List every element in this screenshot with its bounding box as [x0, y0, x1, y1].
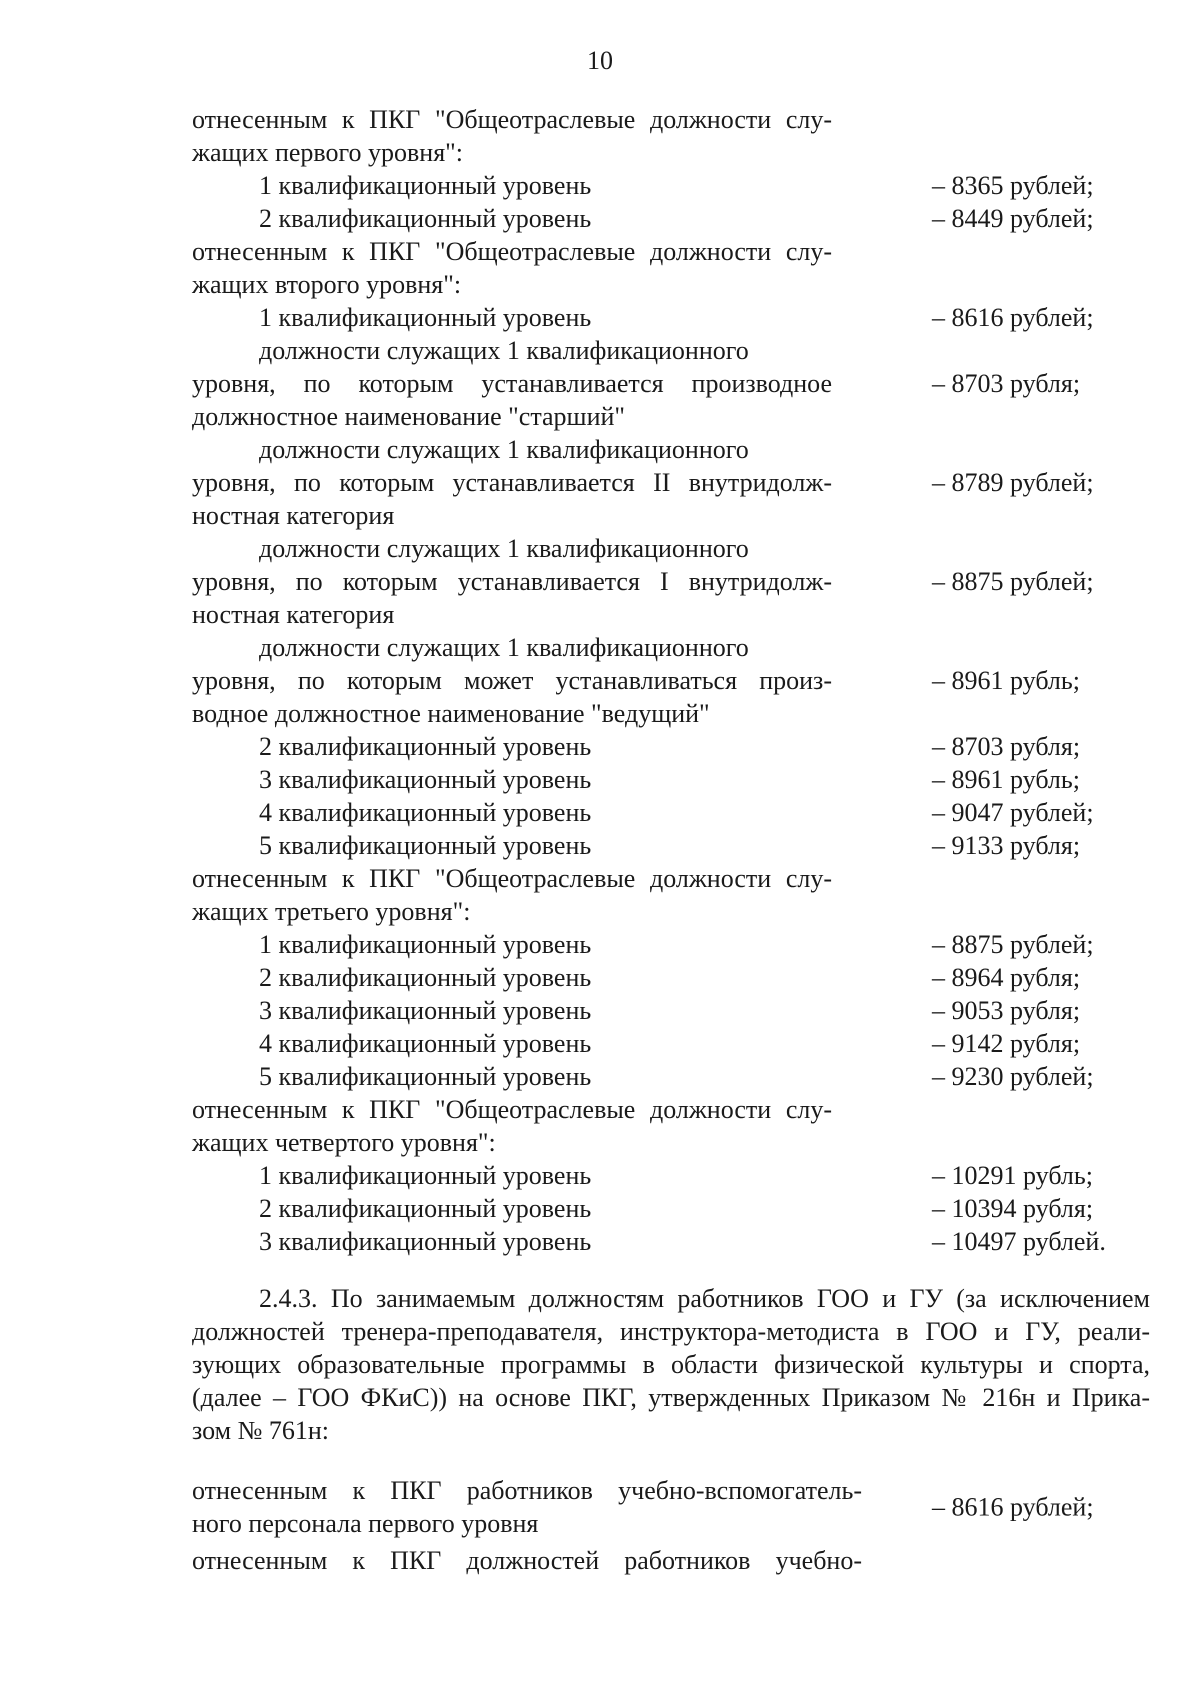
position-description — [192, 433, 832, 532]
table-row — [192, 202, 1132, 235]
table-row — [192, 631, 1132, 730]
salary-table-general-positions — [192, 103, 1132, 1258]
group-header — [192, 103, 832, 169]
level-label: 4 квалификационный уровень — [259, 1029, 592, 1058]
level-label: 1 квалификационный уровень — [259, 930, 592, 959]
table-row — [192, 433, 1132, 532]
page-number: 10 — [587, 46, 613, 75]
header-line: жащих первого уровня": — [192, 138, 463, 167]
description-line: уровня, по которым может устанавливаться произ- — [192, 666, 832, 695]
level-label: 5 квалификационный уровень — [259, 1062, 592, 1091]
table-row — [192, 862, 1132, 928]
salary-value: – 9230 рублей; — [932, 1062, 1094, 1091]
position-description — [192, 1544, 862, 1577]
salary-value: – 10497 рублей. — [932, 1227, 1106, 1256]
salary-value: – 8365 рублей; — [932, 171, 1094, 200]
salary-value: – 9053 рубля; — [932, 996, 1081, 1025]
paragraph-line: должностей тренера-преподавателя, инструктора-методиста в ГОО и ГУ, реали- — [192, 1317, 1150, 1346]
description-line: отнесенным к ПКГ должностей работников учебно- — [192, 1546, 862, 1575]
header-line: жащих второго уровня": — [192, 270, 462, 299]
level-label: 1 квалификационный уровень — [259, 303, 592, 332]
salary-value: – 8703 рубля; — [932, 369, 1081, 398]
header-line: отнесенным к ПКГ "Общеотраслевые должности слу- — [192, 237, 832, 266]
salary-value: – 8616 рублей; — [932, 1492, 1094, 1522]
salary-value: – 8875 рублей; — [932, 930, 1094, 959]
description-line: ностная категория — [192, 501, 395, 530]
salary-value: – 9142 рубля; — [932, 1029, 1081, 1058]
table-row — [192, 1060, 1132, 1093]
group-header — [192, 1093, 832, 1159]
level-label: 1 квалификационный уровень — [259, 171, 592, 200]
description-line: должности служащих 1 квалификационного — [259, 633, 749, 662]
table-row — [192, 334, 1132, 433]
description-line: ностная категория — [192, 600, 395, 629]
table-row — [192, 532, 1132, 631]
salary-value: – 8964 рубля; — [932, 963, 1081, 992]
level-label: 5 квалификационный уровень — [259, 831, 592, 860]
group-header — [192, 862, 832, 928]
table-row — [192, 1225, 1132, 1258]
table-row — [192, 1093, 1132, 1159]
table-row — [192, 928, 1132, 961]
description-line: должности служащих 1 квалификационного — [259, 336, 749, 365]
paragraph-line: зом № 761н: — [192, 1416, 330, 1445]
table-row — [192, 763, 1132, 796]
paragraph-line: 2.4.3. По занимаемым должностям работников ГОО и ГУ (за исключением — [259, 1284, 1150, 1313]
description-line: должности служащих 1 квалификационного — [259, 435, 749, 464]
position-description — [192, 532, 832, 631]
description-line: уровня, по которым устанавливается производное — [192, 369, 832, 398]
description-line: отнесенным к ПКГ работников учебно-вспомогатель- — [192, 1476, 862, 1505]
position-description — [192, 334, 832, 433]
salary-value: – 8961 рубль; — [932, 666, 1080, 695]
level-label: 1 квалификационный уровень — [259, 1161, 592, 1190]
position-description — [192, 631, 832, 730]
header-line: отнесенным к ПКГ "Общеотраслевые должности слу- — [192, 1095, 832, 1124]
level-label: 3 квалификационный уровень — [259, 1227, 592, 1256]
table-row — [192, 1544, 1132, 1577]
description-line: уровня, по которым устанавливается II внутридолж- — [192, 468, 832, 497]
salary-value: – 8703 рубля; — [932, 732, 1081, 761]
description-line: должности служащих 1 квалификационного — [259, 534, 749, 563]
description-line: должностное наименование "старший" — [192, 402, 626, 431]
table-row — [192, 829, 1132, 862]
salary-value: – 8789 рублей; — [932, 468, 1094, 497]
table-row — [192, 1474, 1132, 1540]
salary-value: – 9047 рублей; — [932, 798, 1094, 827]
table-row — [192, 796, 1132, 829]
table-row — [192, 961, 1132, 994]
section-2-4-3-paragraph — [192, 1282, 1150, 1447]
position-description — [192, 1474, 862, 1540]
salary-value: – 9133 рубля; — [932, 831, 1081, 860]
table-row — [192, 301, 1132, 334]
level-label: 2 квалификационный уровень — [259, 963, 592, 992]
header-line: отнесенным к ПКГ "Общеотраслевые должности слу- — [192, 105, 832, 134]
table-row — [192, 103, 1132, 169]
group-header — [192, 235, 832, 301]
header-line: жащих четвертого уровня": — [192, 1128, 496, 1157]
header-line: жащих третьего уровня": — [192, 897, 471, 926]
table-row — [192, 1027, 1132, 1060]
level-label: 3 квалификационный уровень — [259, 765, 592, 794]
salary-value: – 8875 рублей; — [932, 567, 1094, 596]
table-row — [192, 1192, 1132, 1225]
description-line: уровня, по которым устанавливается I внутридолж- — [192, 567, 832, 596]
level-label: 2 квалификационный уровень — [259, 204, 592, 233]
salary-value: – 8961 рубль; — [932, 765, 1080, 794]
paragraph-line: (далее – ГОО ФКиС)) на основе ПКГ, утвержденных Приказом № 216н и Прика- — [192, 1383, 1150, 1412]
salary-value: – 10291 рубль; — [932, 1161, 1093, 1190]
salary-table-educational-support — [192, 1474, 1132, 1581]
table-row — [192, 994, 1132, 1027]
description-line: водное должностное наименование "ведущий" — [192, 699, 710, 728]
level-label: 2 квалификационный уровень — [259, 1194, 592, 1223]
salary-value: – 8616 рублей; — [932, 303, 1094, 332]
table-row — [192, 730, 1132, 763]
salary-value: – 8449 рублей; — [932, 204, 1094, 233]
level-label: 2 квалификационный уровень — [259, 732, 592, 761]
salary-value: – 10394 рубля; — [932, 1194, 1094, 1223]
paragraph-line: зующих образовательные программы в области физической культуры и спорта, — [192, 1350, 1150, 1379]
table-row — [192, 235, 1132, 301]
header-line: отнесенным к ПКГ "Общеотраслевые должности слу- — [192, 864, 832, 893]
table-row — [192, 1159, 1132, 1192]
level-label: 3 квалификационный уровень — [259, 996, 592, 1025]
description-line: ного персонала первого уровня — [192, 1509, 539, 1538]
level-label: 4 квалификационный уровень — [259, 798, 592, 827]
table-row — [192, 169, 1132, 202]
